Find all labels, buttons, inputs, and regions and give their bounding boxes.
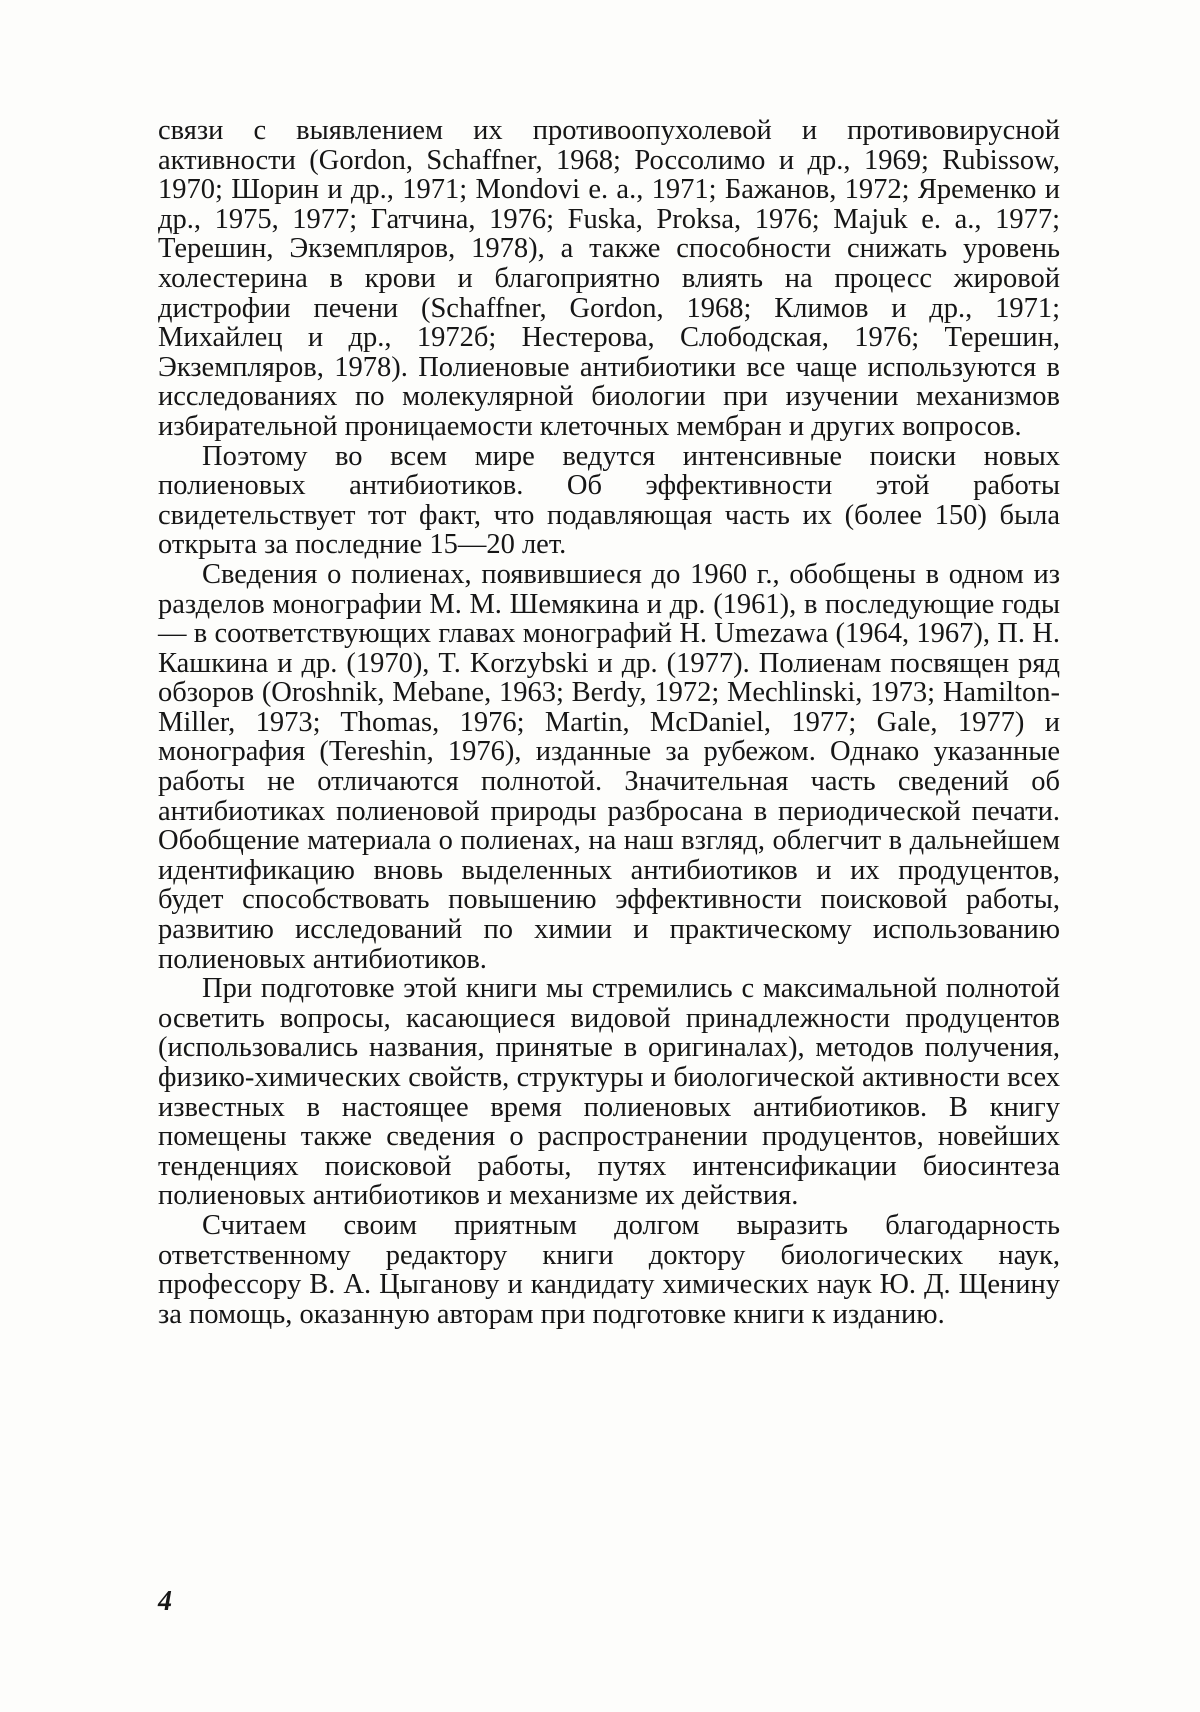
paragraph-search-intensity: Поэтому во всем мире ведутся интенсивные поиски новых полиеновых антибиотиков. Об эффективности этой работы свидетельствует тот факт, что подавляющая часть их (более 150) была открыта за последние 15—20 лет. (158, 440, 1060, 561)
paragraph-literature-review: Сведения о полиенах, появившиеся до 1960 г., обобщены в одном из разделов монографии М. М. Шемякина и др. (1961), в последующие годы — в соответствующих главах монографий H. Umezawa (1964, 1967), П. Н. Кашкина и др. (1970), T. Korzybski и др. (1977). Полиенам посвящен ряд обзоров (Oroshnik, Mebane, 1963; Berdy, 1972; Mechlinski, 1973; Hamilton-Miller, 1973; Thomas, 1976; Martin, McDaniel, 1977; Gale, 1977) и монография (Tereshin, 1976), изданные за рубежом. Однако указанные работы не отличаются полнотой. Значительная часть сведений об антибиотиках полиеновой природы разбросана в периодической печати. Обобщение материала о полиенах, на наш взгляд, облегчит в дальнейшем идентификацию вновь выделенных антибиотиков и их продуцентов, будет способствовать повышению эффективности поисковой работы, развитию исследований по химии и практическому использованию полиеновых антибиотиков. (158, 558, 1060, 975)
paragraph-continued: связи с выявлением их противоопухолевой и противовирусной активности (Gordon, Schaffner, 1968; Россолимо и др., 1969; Rubissow, 1970; Шорин и др., 1971; Mondovi e. a., 1971; Бажанов, 1972; Яременко и др., 1975, 1977; Гатчина, 1976; Fuska, Proksa, 1976; Majuk e. a., 1977; Терешин, Экземпляров, 1978), а также способности снижать уровень холестерина в крови и благоприятно влиять на процесс жировой дистрофии печени (Schaffner, Gordon, 1968; Климов и др., 1971; Михайлец и др., 1972б; Нестерова, Слободская, 1976; Терешин, Экземпляров, 1978). Полиеновые антибиотики все чаще используются в исследованиях по молекулярной биологии при изучении механизмов избирательной проницаемости клеточных мембран и других вопросов. (158, 115, 1060, 442)
page-number: 4 (158, 1586, 172, 1617)
body-text (158, 116, 1060, 1329)
paragraph-book-scope: При подготовке этой книги мы стремились с максимальной полнотой осветить вопросы, касающиеся видовой принадлежности продуцентов (использовались названия, принятые в оригиналах), методов получения, физико-химических свойств, структуры и биологической активности всех известных в настоящее время полиеновых антибиотиков. В книгу помещены также сведения о распространении продуцентов, новейших тенденциях поисковой работы, путях интенсификации биосинтеза полиеновых антибиотиков и механизме их действия. (158, 973, 1060, 1212)
paragraph-acknowledgements: Считаем своим приятным долгом выразить благодарность ответственному редактору книги доктору биологических наук, профессору В. А. Цыганову и кандидату химических наук Ю. Д. Щенину за помощь, оказанную авторам при подготовке книги к изданию. (158, 1209, 1060, 1330)
